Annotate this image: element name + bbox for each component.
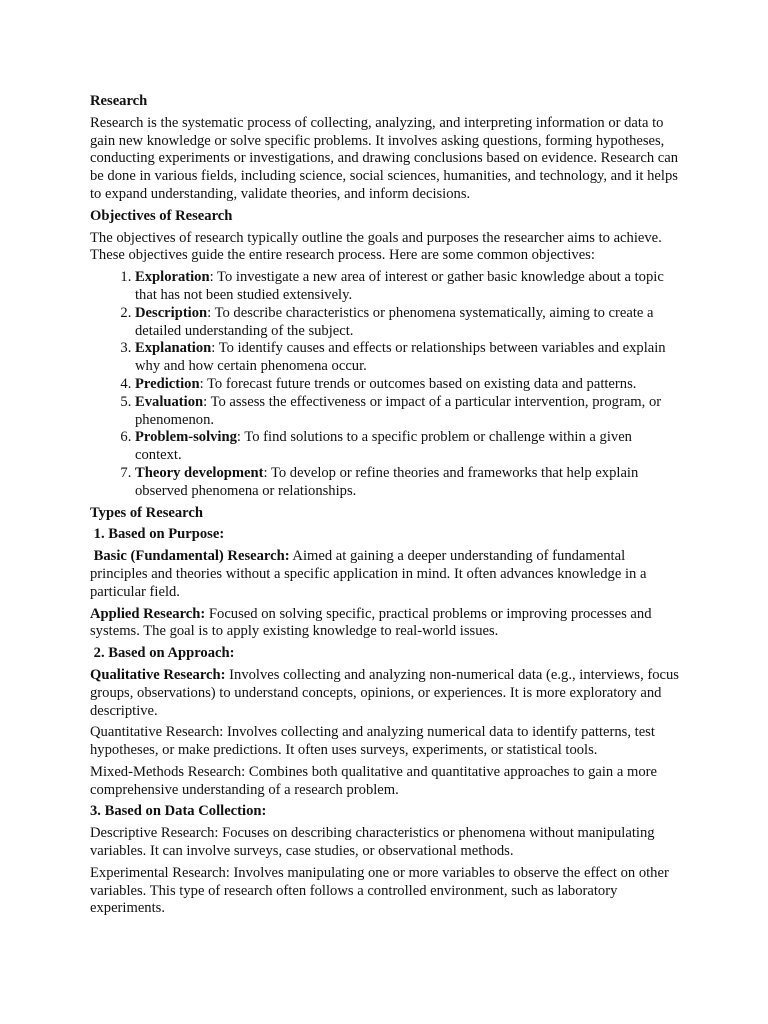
objective-text: : To describe characteristics or phenomena systematically, aiming to create a detailed understanding of the subject. — [135, 304, 654, 339]
paragraph-objectives: The objectives of research typically outline the goals and purposes the researcher aims to achieve. These objectives guide the entire research process. Here are some common objectives: — [90, 229, 662, 264]
objective-term: Theory development — [135, 464, 264, 481]
applied-research-term: Applied Research: — [90, 605, 206, 622]
paragraph-research: Research is the systematic process of collecting, analyzing, and interpreting information or data to gain new knowledge or solve specific problems. It involves asking questions, forming hypotheses, conducting experiments or investigations, and drawing conclusions based on evidence. Research can be done in various fields, including science, social sciences, humanities, and technology, and it helps to expand understanding, validate theories, and inform decisions. — [90, 114, 679, 202]
list-item — [135, 394, 680, 430]
heading-types: Types of Research — [90, 504, 203, 521]
objective-term: Prediction — [135, 375, 200, 392]
paragraph-basic-research — [90, 548, 680, 601]
applied-research-text: Focused on solving specific, practical problems or improving processes and systems. The goal is to apply existing knowledge to real-world issues. — [90, 605, 652, 640]
objective-term: Problem-solving — [135, 429, 237, 446]
objective-term: Explanation — [135, 340, 212, 357]
qualitative-research-text: Involves collecting and analyzing non-numerical data (e.g., interviews, focus groups, observations) to understand concepts, opinions, or experiences. It is more exploratory and descriptive. — [90, 666, 679, 719]
heading-based-on-purpose: 1. Based on Purpose: — [90, 526, 225, 543]
paragraph-applied-research — [90, 606, 680, 642]
basic-research-text: Aimed at gaining a deeper understanding of fundamental principles and theories without a specific application in mind. It often advances knowledge in a particular field. — [90, 548, 647, 600]
objective-term: Description — [135, 304, 208, 321]
paragraph-mixed-methods-research: Mixed-Methods Research: Combines both qualitative and quantitative approaches to gain a more comprehensive understanding of a research problem. — [90, 763, 657, 798]
heading-objectives: Objectives of Research — [90, 207, 233, 224]
document-page — [90, 93, 680, 922]
objective-text: : To develop or refine theories and frameworks that help explain observed phenomena or relationships. — [135, 464, 639, 499]
paragraph-qualitative-research — [90, 667, 680, 720]
list-item — [135, 340, 680, 376]
objective-text: : To investigate a new area of interest or gather basic knowledge about a topic that has not been studied extensively. — [135, 269, 664, 303]
heading-based-on-data-collection: 3. Based on Data Collection: — [90, 803, 267, 820]
heading-based-on-approach: 2. Based on Approach: — [90, 645, 235, 662]
objective-text: : To find solutions to a specific problem or challenge within a given context. — [135, 429, 632, 464]
objective-text: : To forecast future trends or outcomes based on existing data and patterns. — [199, 375, 637, 392]
paragraph-descriptive-research: Descriptive Research: Focuses on describing characteristics or phenomena without manipulating variables. It can involve surveys, case studies, or observational methods. — [90, 825, 655, 860]
list-item — [135, 305, 680, 341]
paragraph-quantitative-research: Quantitative Research: Involves collecting and analyzing numerical data to identify patterns, test hypotheses, or make predictions. It often uses surveys, experiments, or statistical tools. — [90, 724, 655, 759]
list-item — [135, 269, 680, 305]
objective-text: : To assess the effectiveness or impact of a particular intervention, program, or phenomenon. — [135, 393, 662, 428]
list-item — [135, 376, 680, 394]
list-item — [135, 465, 680, 501]
basic-research-term: Basic (Fundamental) Research: — [90, 548, 290, 565]
heading-research: Research — [90, 93, 148, 109]
objective-term: Exploration — [135, 269, 210, 286]
list-item — [135, 429, 680, 465]
objective-term: Evaluation — [135, 393, 204, 410]
objective-text: : To identify causes and effects or relationships between variables and explain why and how certain phenomena occur. — [135, 340, 666, 375]
qualitative-research-term: Qualitative Research: — [90, 666, 226, 683]
paragraph-experimental-research: Experimental Research: Involves manipulating one or more variables to observe the effect on other variables. This type of research often follows a controlled environment, such as laboratory experiments. — [90, 864, 669, 917]
objectives-list — [90, 269, 680, 500]
